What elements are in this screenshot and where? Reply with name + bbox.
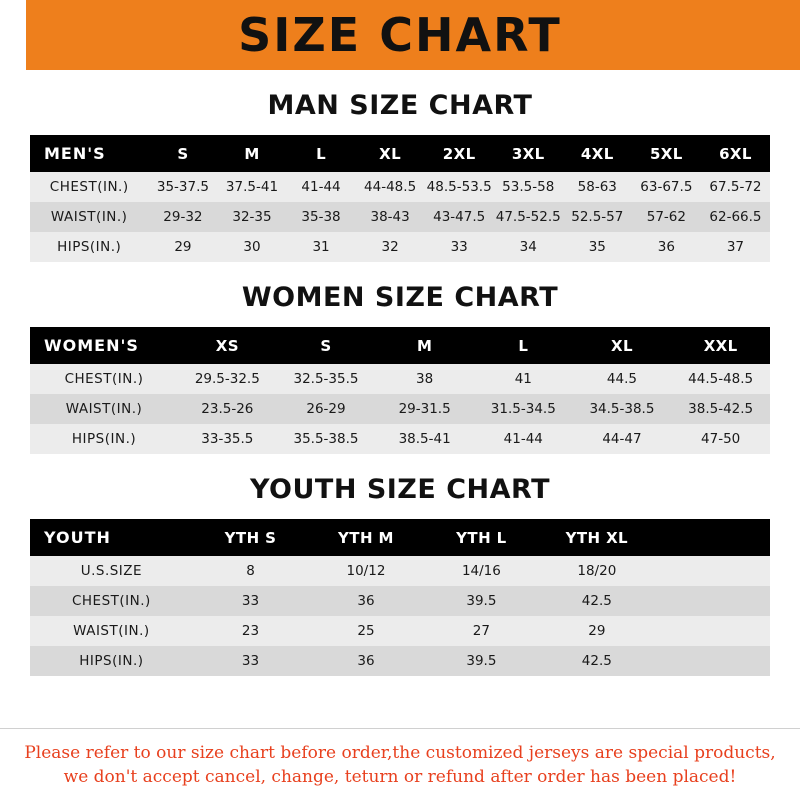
cell: 37 [701,232,770,262]
cell [655,586,770,616]
cell: 44.5 [573,364,672,394]
cell: 62-66.5 [701,202,770,232]
cell: 29 [539,616,654,646]
cell: 33-35.5 [178,424,277,454]
women-row-label-hips: HIPS(IN.) [30,424,178,454]
cell: 29 [148,232,217,262]
cell: 18/20 [539,556,654,586]
table-row [30,586,770,616]
women-header-label: WOMEN'S [30,327,178,364]
table-row [30,556,770,586]
women-col-l: L [474,327,573,364]
men-row-label-chest: CHEST(IN.) [30,172,148,202]
cell: 36 [308,646,423,676]
cell: 34 [494,232,563,262]
men-col-5xl: 5XL [632,135,701,172]
cell: 42.5 [539,646,654,676]
table-row [30,646,770,676]
table-row [30,202,770,232]
youth-row-label-chest: CHEST(IN.) [30,586,193,616]
cell: 47-50 [671,424,770,454]
men-size-table [30,135,770,262]
women-col-xxl: XXL [671,327,770,364]
youth-col-empty [655,519,770,556]
cell: 29-32 [148,202,217,232]
women-col-xs: XS [178,327,277,364]
cell: 39.5 [424,586,539,616]
table-header-row [30,327,770,364]
men-section-title: MAN SIZE CHART [267,90,533,121]
cell: 33 [193,586,308,616]
cell: 52.5-57 [563,202,632,232]
page-title: SIZE CHART [238,8,562,62]
footer-line-2: we don't accept cancel, change, teturn or refund after order has been placed! [63,767,737,788]
cell: 35.5-38.5 [277,424,376,454]
cell [655,646,770,676]
footer-disclaimer [0,728,800,800]
youth-col-xl: YTH XL [539,519,654,556]
cell: 38 [375,364,474,394]
men-col-3xl: 3XL [494,135,563,172]
cell: 25 [308,616,423,646]
youth-size-table [30,519,770,676]
banner-left-block [0,0,26,70]
cell: 38.5-41 [375,424,474,454]
men-col-4xl: 4XL [563,135,632,172]
women-col-m: M [375,327,474,364]
table-row [30,232,770,262]
youth-col-m: YTH M [308,519,423,556]
youth-header-label: YOUTH [30,519,193,556]
youth-row-label-hips: HIPS(IN.) [30,646,193,676]
cell: 38.5-42.5 [671,394,770,424]
page-banner [0,0,800,70]
table-header-row [30,519,770,556]
cell: 35-38 [287,202,356,232]
table-row [30,172,770,202]
men-col-l: L [287,135,356,172]
youth-row-label-ussize: U.S.SIZE [30,556,193,586]
cell: 31.5-34.5 [474,394,573,424]
cell: 27 [424,616,539,646]
cell: 41-44 [287,172,356,202]
cell: 30 [217,232,286,262]
cell: 47.5-52.5 [494,202,563,232]
cell: 63-67.5 [632,172,701,202]
men-row-label-waist: WAIST(IN.) [30,202,148,232]
cell: 48.5-53.5 [425,172,494,202]
men-row-label-hips: HIPS(IN.) [30,232,148,262]
cell: 67.5-72 [701,172,770,202]
women-row-label-waist: WAIST(IN.) [30,394,178,424]
cell [655,556,770,586]
table-row [30,394,770,424]
cell: 44-47 [573,424,672,454]
cell: 29.5-32.5 [178,364,277,394]
cell: 44-48.5 [356,172,425,202]
table-row [30,424,770,454]
table-row [30,364,770,394]
cell: 31 [287,232,356,262]
table-row [30,616,770,646]
cell: 58-63 [563,172,632,202]
youth-col-l: YTH L [424,519,539,556]
cell: 32 [356,232,425,262]
youth-col-s: YTH S [193,519,308,556]
women-row-label-chest: CHEST(IN.) [30,364,178,394]
women-col-s: S [277,327,376,364]
table-header-row [30,135,770,172]
men-col-2xl: 2XL [425,135,494,172]
cell: 53.5-58 [494,172,563,202]
cell: 43-47.5 [425,202,494,232]
cell: 34.5-38.5 [573,394,672,424]
cell: 37.5-41 [217,172,286,202]
women-col-xl: XL [573,327,672,364]
cell: 23.5-26 [178,394,277,424]
cell: 44.5-48.5 [671,364,770,394]
cell: 41-44 [474,424,573,454]
cell: 35 [563,232,632,262]
cell: 32.5-35.5 [277,364,376,394]
cell: 23 [193,616,308,646]
men-col-s: S [148,135,217,172]
youth-row-label-waist: WAIST(IN.) [30,616,193,646]
cell: 26-29 [277,394,376,424]
cell: 36 [632,232,701,262]
cell: 33 [425,232,494,262]
cell [655,616,770,646]
chart-content [0,70,800,728]
cell: 57-62 [632,202,701,232]
cell: 41 [474,364,573,394]
footer-line-1: Please refer to our size chart before order,the customized jerseys are special products, [24,742,776,763]
youth-section-title: YOUTH SIZE CHART [249,474,551,505]
cell: 33 [193,646,308,676]
cell: 36 [308,586,423,616]
cell: 35-37.5 [148,172,217,202]
cell: 39.5 [424,646,539,676]
women-section-title: WOMEN SIZE CHART [241,282,559,313]
men-col-6xl: 6XL [701,135,770,172]
women-size-table [30,327,770,454]
men-col-m: M [217,135,286,172]
cell: 8 [193,556,308,586]
cell: 38-43 [356,202,425,232]
cell: 32-35 [217,202,286,232]
cell: 29-31.5 [375,394,474,424]
cell: 10/12 [308,556,423,586]
men-col-xl: XL [356,135,425,172]
cell: 42.5 [539,586,654,616]
cell: 14/16 [424,556,539,586]
men-header-label: MEN'S [30,135,148,172]
